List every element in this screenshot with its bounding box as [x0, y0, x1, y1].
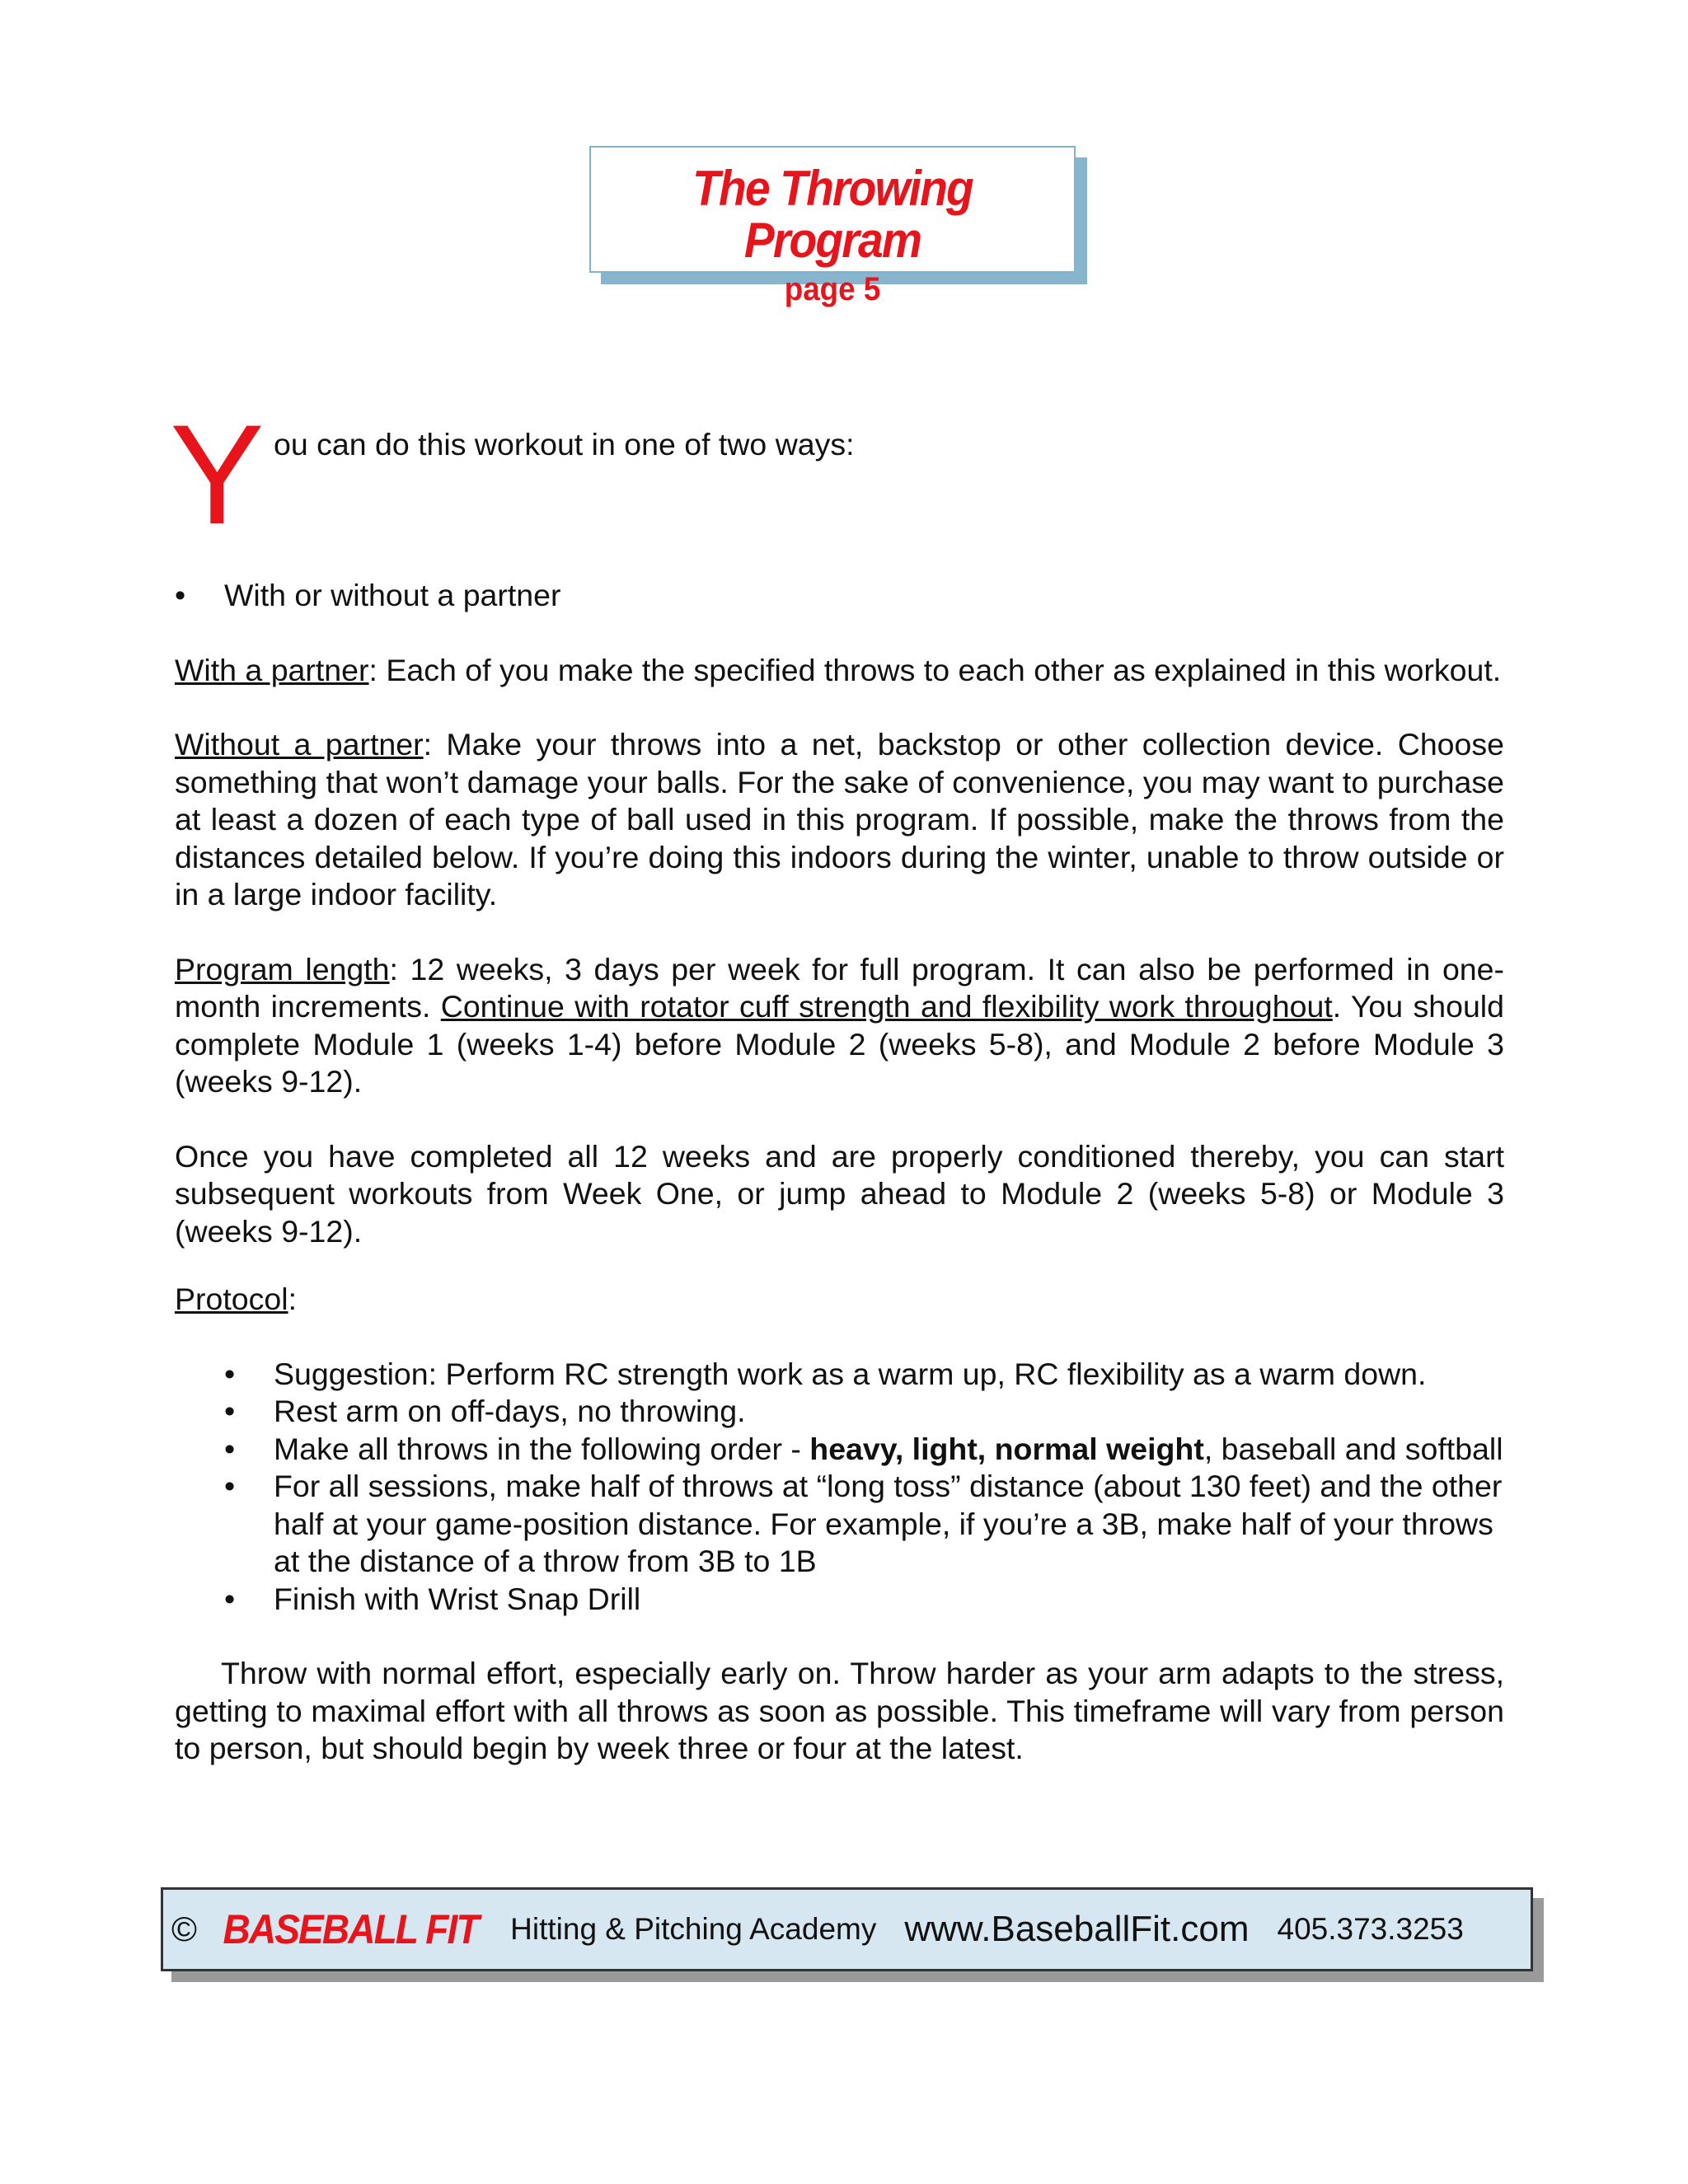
list-item	[175, 577, 1504, 615]
program-length-emphasis: Continue with rotator cuff strength and flexibility work throughout	[440, 989, 1333, 1024]
footer-box	[161, 1887, 1533, 1971]
academy-name: Hitting & Pitching Academy	[510, 1912, 877, 1946]
bullet-icon: •	[224, 1581, 236, 1616]
order-text: Make all throws in the following order -	[274, 1431, 810, 1466]
program-length-paragraph	[175, 951, 1504, 1101]
list-item-text: Suggestion: Perform RC strength work as a warm up, RC flexibility as a warm down.	[274, 1356, 1427, 1391]
without-partner-label: Without a partner	[175, 727, 424, 762]
bullet-icon: •	[224, 1469, 236, 1503]
closing-paragraph: Throw with normal effort, especially early on. Throw harder as your arm adapts to the stress, getting to maximal effort with all throws as soon as possible. This timeframe will vary from person to person, but should begin by week three or four at the latest.	[175, 1656, 1504, 1765]
protocol-colon: :	[288, 1282, 297, 1316]
list-item-text: Rest arm on off-days, no throwing.	[274, 1394, 746, 1428]
bullet-icon: •	[175, 578, 186, 612]
phone-number: 405.373.3253	[1277, 1912, 1464, 1946]
page-number: page 5	[784, 271, 881, 307]
protocol-heading	[175, 1281, 1504, 1319]
list-item	[175, 1356, 1504, 1394]
list-item-text: For all sessions, make half of throws at “long toss” distance (about 130 feet) and the other half at your game-position distance. For example, if you’re a 3B, make half of your throws at the distance of a throw from 3B to 1B	[274, 1469, 1503, 1578]
list-item	[175, 1468, 1504, 1581]
bullet-icon: •	[224, 1356, 236, 1391]
page-title: The Throwing Program	[692, 161, 973, 268]
with-partner-paragraph	[175, 652, 1504, 690]
without-partner-paragraph	[175, 726, 1504, 914]
title-box	[589, 146, 1076, 307]
list-item	[175, 1393, 1504, 1431]
order-text-end: , baseball and softball	[1203, 1431, 1503, 1466]
with-partner-text: : Each of you make the specified throws to each other as explained in this workout.	[368, 652, 1502, 687]
completed-paragraph: Once you have completed all 12 weeks and are properly conditioned thereby, you can start subsequent workouts from Week One, or jump ahead to Module 2 (weeks 5-8) or Module 3 (weeks 9-12).	[175, 1138, 1504, 1249]
list-item-text	[274, 1431, 1504, 1469]
program-length-label: Program length	[175, 951, 390, 987]
document-body	[170, 396, 1505, 1768]
list-item-text: With or without a partner	[224, 578, 561, 612]
list-item	[175, 1431, 1504, 1469]
bullet-icon: •	[224, 1431, 236, 1466]
program-length-text-end: . You should complete Module 1 (weeks 1-4) before Module 2 (weeks 5-8), and Module 2 before Module 3 (weeks 9-12).	[175, 989, 1504, 1099]
website-link[interactable]: www.BaseballFit.com	[904, 1909, 1250, 1949]
copyright-symbol: ©	[171, 1910, 197, 1948]
with-partner-label: With a partner	[175, 652, 369, 687]
protocol-list	[175, 1356, 1504, 1619]
without-partner-text: : Make your throws into a net, backstop or other collection device. Choose something that won’t damage your balls. For the sake of convenience, you may want to purchase at least a dozen of each type of ball used in this program. If possible, make the throws from the distances detailed below. If you’re doing this indoors during the winter, unable to throw outside or in a large indoor facility.	[175, 727, 1504, 912]
program-length-text: : 12 weeks, 3 days per week for full program. It can also be performed in one-month increments.	[175, 951, 1505, 1024]
drop-cap: Y	[170, 396, 265, 554]
intro-text: ou can do this workout in one of two ways:	[274, 427, 855, 462]
list-item-text: Finish with Wrist Snap Drill	[274, 1581, 641, 1616]
bullet-icon: •	[224, 1394, 236, 1428]
protocol-label: Protocol	[175, 1282, 288, 1316]
intro	[170, 396, 1504, 554]
brand-logo: BASEBALL FIT	[223, 1906, 478, 1952]
order-bold: heavy, light, normal weight	[809, 1431, 1204, 1466]
list-item	[175, 1581, 1504, 1619]
